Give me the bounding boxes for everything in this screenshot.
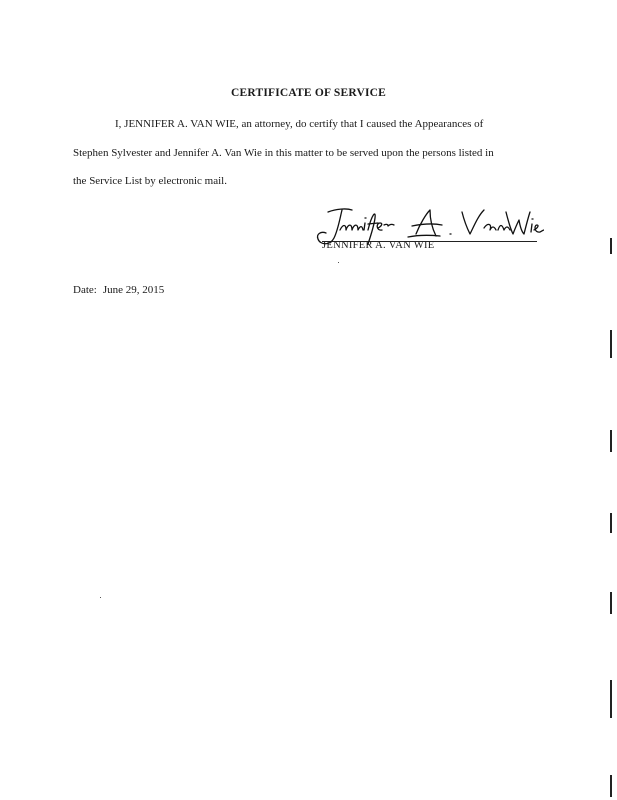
page-title: CERTIFICATE OF SERVICE <box>230 87 387 99</box>
page-edge-mark <box>610 775 612 797</box>
date-line <box>73 284 164 296</box>
handwritten-signature-icon <box>312 204 544 248</box>
page-edge-mark <box>610 238 612 254</box>
date-label: Date: <box>73 284 97 296</box>
body-line-2: Stephen Sylvester and Jennifer A. Van Wie in this matter to be served upon the persons listed in <box>73 147 494 159</box>
body-line-1: I, JENNIFER A. VAN WIE, an attorney, do certify that I caused the Appearances of <box>115 118 484 130</box>
signature-printed-name: JENNIFER A. VAN WIE <box>322 240 435 251</box>
page-edge-mark <box>610 430 612 452</box>
page-edge-mark <box>610 592 612 614</box>
page-edge-mark <box>610 513 612 533</box>
signature-block <box>312 204 544 254</box>
scan-speck <box>100 597 101 598</box>
body-line-3: the Service List by electronic mail. <box>73 175 227 187</box>
scan-speck <box>338 262 339 263</box>
page-edge-mark <box>610 680 612 718</box>
page-edge-mark <box>610 330 612 358</box>
date-value: June 29, 2015 <box>102 284 165 296</box>
